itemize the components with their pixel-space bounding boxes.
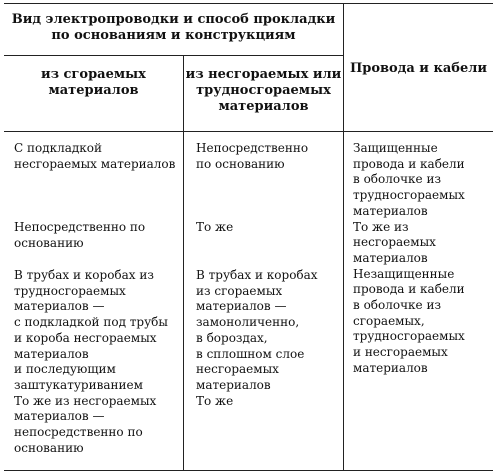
col2-cell: То же (196, 220, 234, 234)
group-header: Вид электропроводки и способ прокладки по основаниям и конструкциям (11, 12, 336, 43)
table-top-border (4, 3, 493, 4)
table-bottom-border (4, 470, 493, 471)
col1-header: из сгораемых материалов (41, 67, 146, 98)
col3-header: Провода и кабели (349, 61, 488, 76)
col2-cell: Непосредственно по основанию (196, 141, 309, 171)
col3-cell: Защищенные провода и кабели в оболочке из трудносгораемых материалов То же из несгораемых материалов Незащищенные провода и кабели в оболочке из сгораемых, трудносгораемых и несгораемых материалов (353, 141, 465, 375)
col2-header: из несгораемых или трудносгораемых материалов (185, 67, 342, 114)
col1-cell: С подкладкой несгораемых материалов (14, 141, 176, 171)
wiring-table (4, 3, 493, 471)
col2-cell: В трубах и коробах из сгораемых материалов — замоноличенно, в бороздах, в сплошном слое несгораемых материалов То же (196, 268, 318, 408)
col1-cell: В трубах и коробах из трудносгораемых материалов — с подкладкой под трубы и короба несгораемых материалов и последующим заштукатуриванием То же из несгораемых материалов — непосредственно по основанию (14, 268, 168, 455)
group-header-divider (4, 55, 343, 56)
header-bottom-border (4, 131, 493, 132)
col1-col2-divider (183, 55, 184, 471)
col1-cell: Непосредственно по основанию (14, 220, 146, 250)
